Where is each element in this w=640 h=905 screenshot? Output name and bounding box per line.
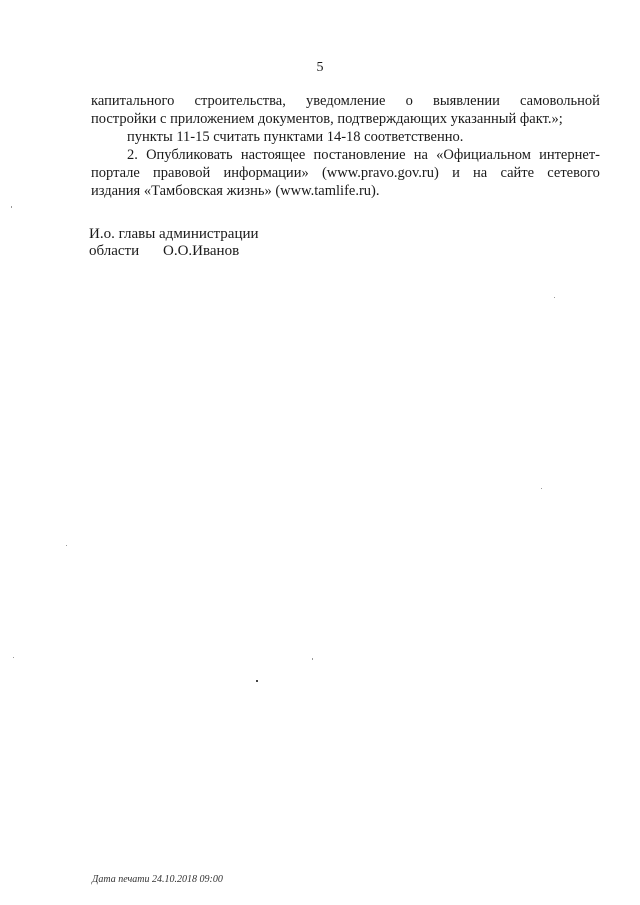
print-date-footer: Дата печати 24.10.2018 09:00 <box>92 874 223 885</box>
signature-name: О.О.Иванов <box>163 243 240 259</box>
paragraph-2-line-3: издания «Тамбовская жизнь» (www.tamlife.ru). <box>91 183 380 199</box>
word: и <box>452 165 460 181</box>
scan-speck <box>66 545 67 546</box>
signature-title-region: области <box>89 243 140 259</box>
word: на <box>413 147 428 163</box>
word: уведомление <box>306 93 386 109</box>
paragraph-1-line-1 <box>91 92 600 110</box>
word: выявлении <box>433 93 500 109</box>
paragraph-2-line-2 <box>91 164 600 182</box>
scan-speck <box>541 488 542 489</box>
word: строительства, <box>194 93 286 109</box>
word: интернет- <box>539 147 600 163</box>
word: самовольной <box>520 93 600 109</box>
scan-speck <box>256 680 258 682</box>
word: информации» <box>223 165 309 181</box>
word: правовой <box>153 165 211 181</box>
scan-speck <box>312 658 313 660</box>
paragraph-1-line-2: постройки с приложением документов, подтверждающих указанный факт.»; <box>91 111 563 127</box>
word: Опубликовать <box>146 147 233 163</box>
word: на <box>473 165 488 181</box>
word: капитального <box>91 93 175 109</box>
word: 2. <box>127 147 138 163</box>
word: о <box>405 93 413 109</box>
word: настоящее <box>240 147 306 163</box>
word: (www.pravo.gov.ru) <box>321 165 439 181</box>
word: сайте <box>500 165 535 181</box>
paragraph-2-line-1 <box>127 146 600 164</box>
word: сетевого <box>547 165 600 181</box>
signature-title: И.о. главы администрации <box>89 226 259 242</box>
scan-speck <box>13 657 14 658</box>
scan-speck <box>554 297 555 298</box>
paragraph-1-line-3: пункты 11-15 считать пунктами 14-18 соответственно. <box>127 129 464 145</box>
scan-speck <box>11 206 12 208</box>
word: постановление <box>313 147 406 163</box>
word: портале <box>91 165 140 181</box>
word: «Официальном <box>436 147 531 163</box>
page-number: 5 <box>316 60 324 75</box>
